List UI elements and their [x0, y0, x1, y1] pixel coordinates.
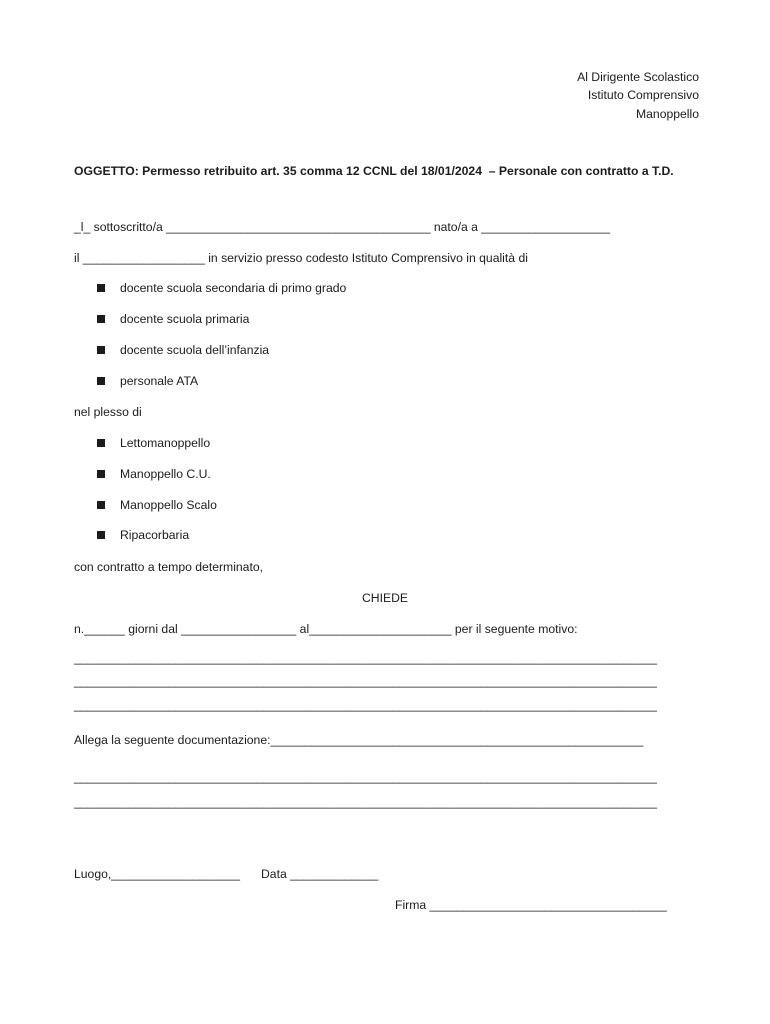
checkbox-square-icon[interactable]	[97, 439, 105, 447]
qualifica-label: docente scuola primaria	[120, 312, 250, 326]
qualifica-option[interactable]	[97, 342, 269, 358]
checkbox-square-icon[interactable]	[97, 470, 105, 478]
motivo-blank-line[interactable]: ______________________________________________________________________________________	[74, 698, 657, 712]
birthdate-service-line[interactable]: il __________________ in servizio presso codesto Istituto Comprensivo in qualità di	[74, 251, 528, 265]
checkbox-square-icon[interactable]	[97, 531, 105, 539]
documentation-blank-line[interactable]: ______________________________________________________________________________________	[74, 770, 657, 784]
documentation-blank-line[interactable]: ______________________________________________________________________________________	[74, 795, 657, 809]
plesso-label: nel plesso di	[74, 405, 142, 419]
plesso-option-label: Manoppello C.U.	[120, 467, 211, 481]
date-field[interactable]: Data _____________	[261, 867, 379, 881]
qualifica-option[interactable]	[97, 373, 198, 389]
plesso-option[interactable]	[97, 497, 217, 513]
plesso-option-label: Ripacorbaria	[120, 528, 190, 542]
qualifica-label: docente scuola dell’infanzia	[120, 343, 270, 357]
plesso-option[interactable]	[97, 435, 210, 451]
recipient-line-3: Manoppello	[635, 107, 699, 121]
recipient-line-2: Istituto Comprensivo	[587, 88, 699, 102]
motivo-blank-line[interactable]: ______________________________________________________________________________________	[74, 651, 657, 665]
checkbox-square-icon[interactable]	[97, 377, 105, 385]
plesso-option-label: Lettomanoppello	[120, 436, 211, 450]
subject-line: OGGETTO: Permesso retribuito art. 35 comma 12 CCNL del 18/01/2024 – Personale con contratto a T.D.	[74, 164, 674, 178]
place-field[interactable]: Luogo,___________________	[74, 867, 241, 881]
motivo-blank-line[interactable]: ______________________________________________________________________________________	[74, 674, 657, 688]
checkbox-square-icon[interactable]	[97, 284, 105, 292]
plesso-option[interactable]	[97, 466, 211, 482]
checkbox-square-icon[interactable]	[97, 501, 105, 509]
attachments-line[interactable]: Allega la seguente documentazione:_______________________________________________________	[74, 733, 644, 747]
checkbox-square-icon[interactable]	[97, 346, 105, 354]
days-period-line[interactable]: n.______ giorni dal _________________ al_____________________ per il seguente motivo:	[74, 622, 578, 636]
recipient-line-1: Al Dirigente Scolastico	[577, 70, 699, 84]
qualifica-label: personale ATA	[120, 374, 199, 388]
qualifica-option[interactable]	[97, 280, 346, 296]
qualifica-label: docente scuola secondaria di primo grado	[120, 281, 347, 295]
plesso-option-label: Manoppello Scalo	[120, 498, 217, 512]
signature-field[interactable]: Firma ___________________________________	[395, 898, 667, 912]
qualifica-option[interactable]	[97, 311, 249, 327]
checkbox-square-icon[interactable]	[97, 315, 105, 323]
undersigned-field-line[interactable]: _l_ sottoscritto/a _______________________________________ nato/a a ___________________	[74, 220, 611, 234]
contract-type-text: con contratto a tempo determinato,	[74, 560, 264, 574]
request-heading: CHIEDE	[361, 591, 409, 605]
plesso-option[interactable]	[97, 527, 189, 543]
